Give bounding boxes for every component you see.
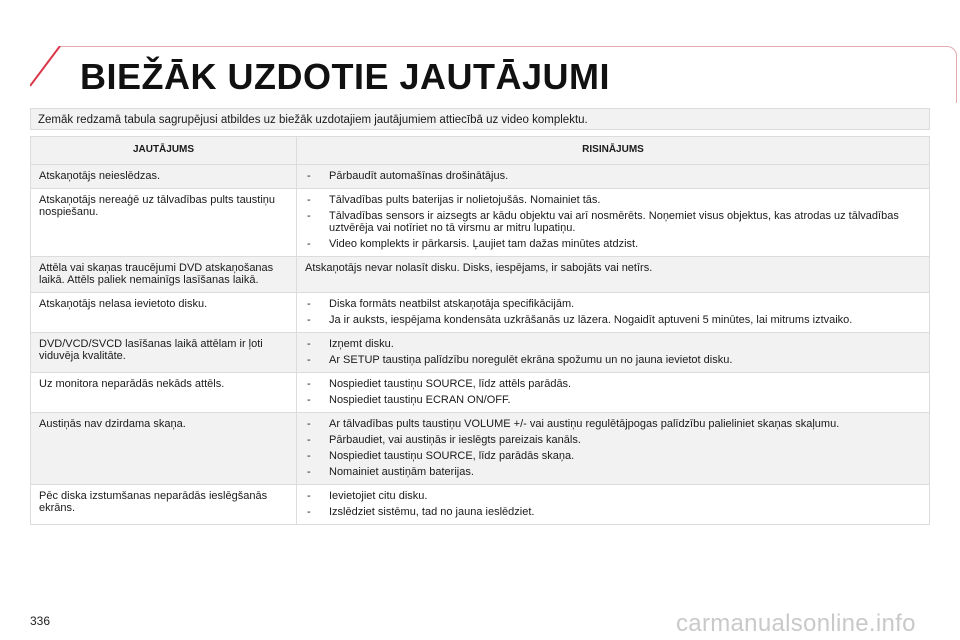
- solution-item: - Video komplekts ir pārkarsis. Ļaujiet tam dažas minūtes atdzist.: [305, 238, 921, 250]
- question-cell: Atskaņotājs nereaģē uz tālvadības pults taustiņu nospiešanu.: [31, 189, 297, 257]
- table-row: [31, 413, 930, 485]
- solution-item: - Ar tālvadības pults taustiņu VOLUME +/- vai austiņu regulētājpogas palīdzību palieliniet skaņas skaļumu.: [305, 418, 921, 430]
- solution-cell: [297, 293, 930, 333]
- solution-column-header: RISINĀJUMS: [297, 137, 930, 165]
- page-title: BIEŽĀK UZDOTIE JAUTĀJUMI: [80, 56, 611, 97]
- solution-item: - Tālvadības pults baterijas ir nolietojušās. Nomainiet tās.: [305, 194, 921, 206]
- table-row: [31, 333, 930, 373]
- intro-text: Zemāk redzamā tabula sagrupējusi atbildes uz biežāk uzdotajiem jautājumiem attiecībā uz video komplektu.: [30, 108, 930, 130]
- solution-item: - Nospiediet taustiņu SOURCE, līdz attēls parādās.: [305, 378, 921, 390]
- solution-cell: [297, 333, 930, 373]
- solution-item: - Ja ir auksts, iespējama kondensāta uzkrāšanās uz lāzera. Nogaidīt aptuveni 5 minūtes, lai mitrums iztvaiko.: [305, 314, 921, 326]
- solution-item: - Nospiediet taustiņu SOURCE, līdz parādās skaņa.: [305, 450, 921, 462]
- question-cell: Uz monitora neparādās nekāds attēls.: [31, 373, 297, 413]
- table-row: [31, 257, 930, 293]
- table-row: [31, 485, 930, 525]
- solution-cell: [297, 189, 930, 257]
- question-cell: Pēc diska izstumšanas neparādās ieslēgšanās ekrāns.: [31, 485, 297, 525]
- question-cell: Austiņās nav dzirdama skaņa.: [31, 413, 297, 485]
- watermark: carmanualsonline.info: [676, 610, 916, 637]
- table-row: [31, 373, 930, 413]
- solution-item: - Nospiediet taustiņu ECRAN ON/OFF.: [305, 394, 921, 406]
- solution-item: - Ievietojiet citu disku.: [305, 490, 921, 502]
- solution-item: - Diska formāts neatbilst atskaņotāja specifikācijām.: [305, 298, 921, 310]
- question-column-header: JAUTĀJUMS: [31, 137, 297, 165]
- solution-item: - Ar SETUP taustiņa palīdzību noregulēt ekrāna spožumu un no jauna ievietot disku.: [305, 354, 921, 366]
- page-number: 336: [30, 614, 51, 628]
- solution-item: - Pārbaudīt automašīnas drošinātājus.: [305, 170, 921, 182]
- question-cell: DVD/VCD/SVCD lasīšanas laikā attēlam ir ļoti viduvēja kvalitāte.: [31, 333, 297, 373]
- solution-item: - Tālvadības sensors ir aizsegts ar kādu objektu vai arī nosmērēts. Noņemiet visus objektus, kas atrodas uz tālvadības uztvērēja vai notīriet no tā virsmu ar mitru lupatiņu.: [305, 210, 921, 234]
- table-header-row: [31, 137, 930, 165]
- table-row: [31, 165, 930, 189]
- solution-cell: [297, 413, 930, 485]
- solution-cell: [297, 373, 930, 413]
- solution-item: - Izņemt disku.: [305, 338, 921, 350]
- question-cell: Atskaņotājs nelasa ievietoto disku.: [31, 293, 297, 333]
- solution-cell: Atskaņotājs nevar nolasīt disku. Disks, iespējams, ir sabojāts vai netīrs.: [297, 257, 930, 293]
- table-row: [31, 189, 930, 257]
- solution-item: - Pārbaudiet, vai austiņās ir ieslēgts pareizais kanāls.: [305, 434, 921, 446]
- question-cell: Atskaņotājs neieslēdzas.: [31, 165, 297, 189]
- question-cell: Attēla vai skaņas traucējumi DVD atskaņošanas laikā. Attēls paliek nemainīgs lasīšanas laikā.: [31, 257, 297, 293]
- solution-item: - Nomainiet austiņām baterijas.: [305, 466, 921, 478]
- solution-item: - Izslēdziet sistēmu, tad no jauna ieslēdziet.: [305, 506, 921, 518]
- table-row: [31, 293, 930, 333]
- solution-cell: [297, 485, 930, 525]
- solution-cell: [297, 165, 930, 189]
- faq-table: [30, 136, 930, 525]
